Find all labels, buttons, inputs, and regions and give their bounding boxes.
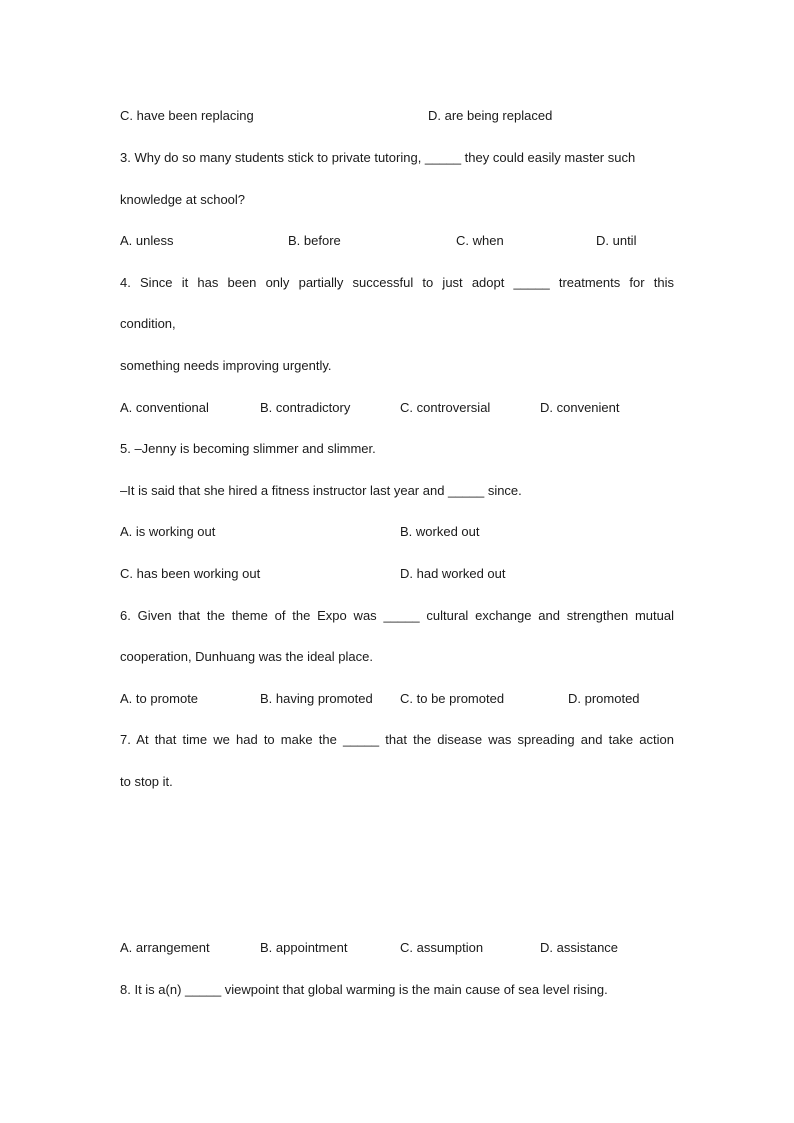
option-b: B. worked out [400,524,480,539]
question-3-text: 3. Why do so many students stick to private tutoring, _____ they could easily master such [120,150,636,165]
option-c: C. assumption [400,940,484,955]
option-d: D. promoted [568,691,640,706]
option-b: B. contradictory [260,400,351,415]
option-b: B. before [288,233,341,248]
option-d: D. until [596,233,637,248]
question-5-text: 5. –Jenny is becoming slimmer and slimmer. [120,441,376,456]
option-c: C. when [456,233,504,248]
option-d: D. are being replaced [428,108,553,123]
option-c: C. to be promoted [400,691,505,706]
option-c: C. have been replacing [120,108,254,123]
question-7-text-cont: to stop it. [120,774,173,789]
question-3-text-cont: knowledge at school? [120,192,246,207]
question-4-text-cont: condition, [120,316,176,331]
option-a: A. is working out [120,524,216,539]
option-c: C. has been working out [120,566,261,581]
option-a: A. to promote [120,691,199,706]
option-a: A. conventional [120,400,209,415]
question-6-text-cont: cooperation, Dunhuang was the ideal place. [120,649,373,664]
option-b: B. having promoted [260,691,373,706]
question-6-text: 6. Given that the theme of the Expo was _____ cultural exchange and strengthen mutual [120,608,674,623]
option-b: B. appointment [260,940,348,955]
question-7-text: 7. At that time we had to make the _____ that the disease was spreading and take action [120,732,674,747]
option-d: D. had worked out [400,566,506,581]
option-a: A. arrangement [120,940,210,955]
question-4-text-cont: something needs improving urgently. [120,358,332,373]
question-5-text-cont: –It is said that she hired a fitness instructor last year and _____ since. [120,483,522,498]
option-d: D. convenient [540,400,620,415]
question-4-text: 4. Since it has been only partially successful to just adopt _____ treatments for this [120,275,674,290]
option-c: C. controversial [400,400,491,415]
option-a: A. unless [120,233,174,248]
question-8-text: 8. It is a(n) _____ viewpoint that global warming is the main cause of sea level rising. [120,982,608,997]
option-d: D. assistance [540,940,619,955]
